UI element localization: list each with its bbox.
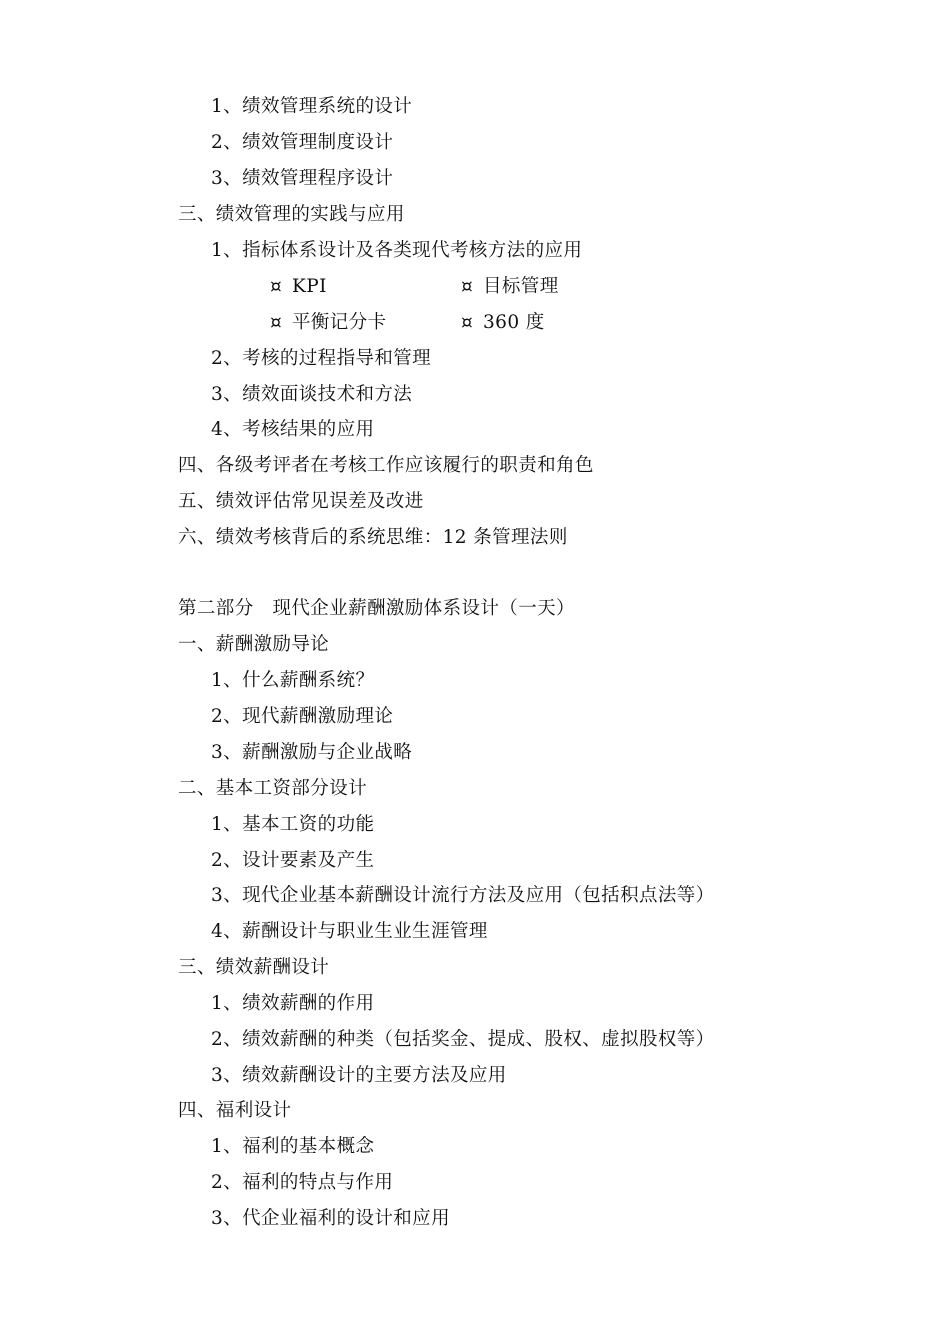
list-item: 2、福利的特点与作用: [211, 1172, 394, 1193]
list-item: 3、绩效管理程序设计: [211, 168, 394, 189]
list-item: 2、现代薪酬激励理论: [211, 706, 394, 727]
list-item: 3、绩效薪酬设计的主要方法及应用: [211, 1065, 507, 1086]
bullet-icon: ¤: [461, 276, 474, 297]
section-heading: 三、绩效管理的实践与应用: [178, 204, 405, 225]
bullet-icon: ¤: [270, 312, 283, 333]
method-balanced-scorecard: [270, 311, 387, 335]
list-item: 3、代企业福利的设计和应用: [211, 1208, 450, 1229]
method-target-management: [461, 275, 559, 299]
part-title: 第二部分 现代企业薪酬激励体系设计（一天）: [178, 598, 575, 619]
list-item: 1、绩效管理系统的设计: [211, 96, 413, 117]
list-item: 2、设计要素及产生: [211, 850, 375, 871]
method-360-degree: [461, 311, 545, 335]
list-item: 2、绩效薪酬的种类（包括奖金、提成、股权、虚拟股权等）: [211, 1029, 715, 1050]
method-kpi: [270, 275, 327, 299]
section-heading: 三、绩效薪酬设计: [178, 957, 330, 978]
list-item: 2、考核的过程指导和管理: [211, 348, 432, 369]
section-heading: 四、福利设计: [178, 1100, 292, 1121]
section-heading: 二、基本工资部分设计: [178, 778, 368, 799]
section-heading: 六、绩效考核背后的系统思维：12 条管理法则: [178, 527, 568, 548]
method-label: 平衡记分卡: [292, 312, 387, 333]
bullet-icon: ¤: [270, 276, 283, 297]
bullet-icon: ¤: [461, 312, 474, 333]
list-item: 1、指标体系设计及各类现代考核方法的应用: [211, 240, 583, 261]
section-heading: 五、绩效评估常见误差及改进: [178, 491, 424, 512]
section-heading: 四、各级考评者在考核工作应该履行的职责和角色: [178, 455, 594, 476]
list-item: 3、绩效面谈技术和方法: [211, 384, 413, 405]
list-item: 3、薪酬激励与企业战略: [211, 742, 413, 763]
list-item: 2、绩效管理制度设计: [211, 132, 394, 153]
list-item: 4、考核结果的应用: [211, 419, 375, 440]
method-label: KPI: [292, 276, 327, 297]
list-item: 1、什么薪酬系统？: [211, 670, 375, 691]
list-item: 4、薪酬设计与职业生业生涯管理: [211, 921, 488, 942]
list-item: 1、福利的基本概念: [211, 1136, 375, 1157]
list-item: 1、绩效薪酬的作用: [211, 993, 375, 1014]
list-item: 3、现代企业基本薪酬设计流行方法及应用（包括积点法等）: [211, 885, 715, 906]
list-item: 1、基本工资的功能: [211, 814, 375, 835]
method-label: 360 度: [483, 312, 545, 333]
section-heading: 一、薪酬激励导论: [178, 634, 330, 655]
method-label: 目标管理: [483, 276, 559, 297]
